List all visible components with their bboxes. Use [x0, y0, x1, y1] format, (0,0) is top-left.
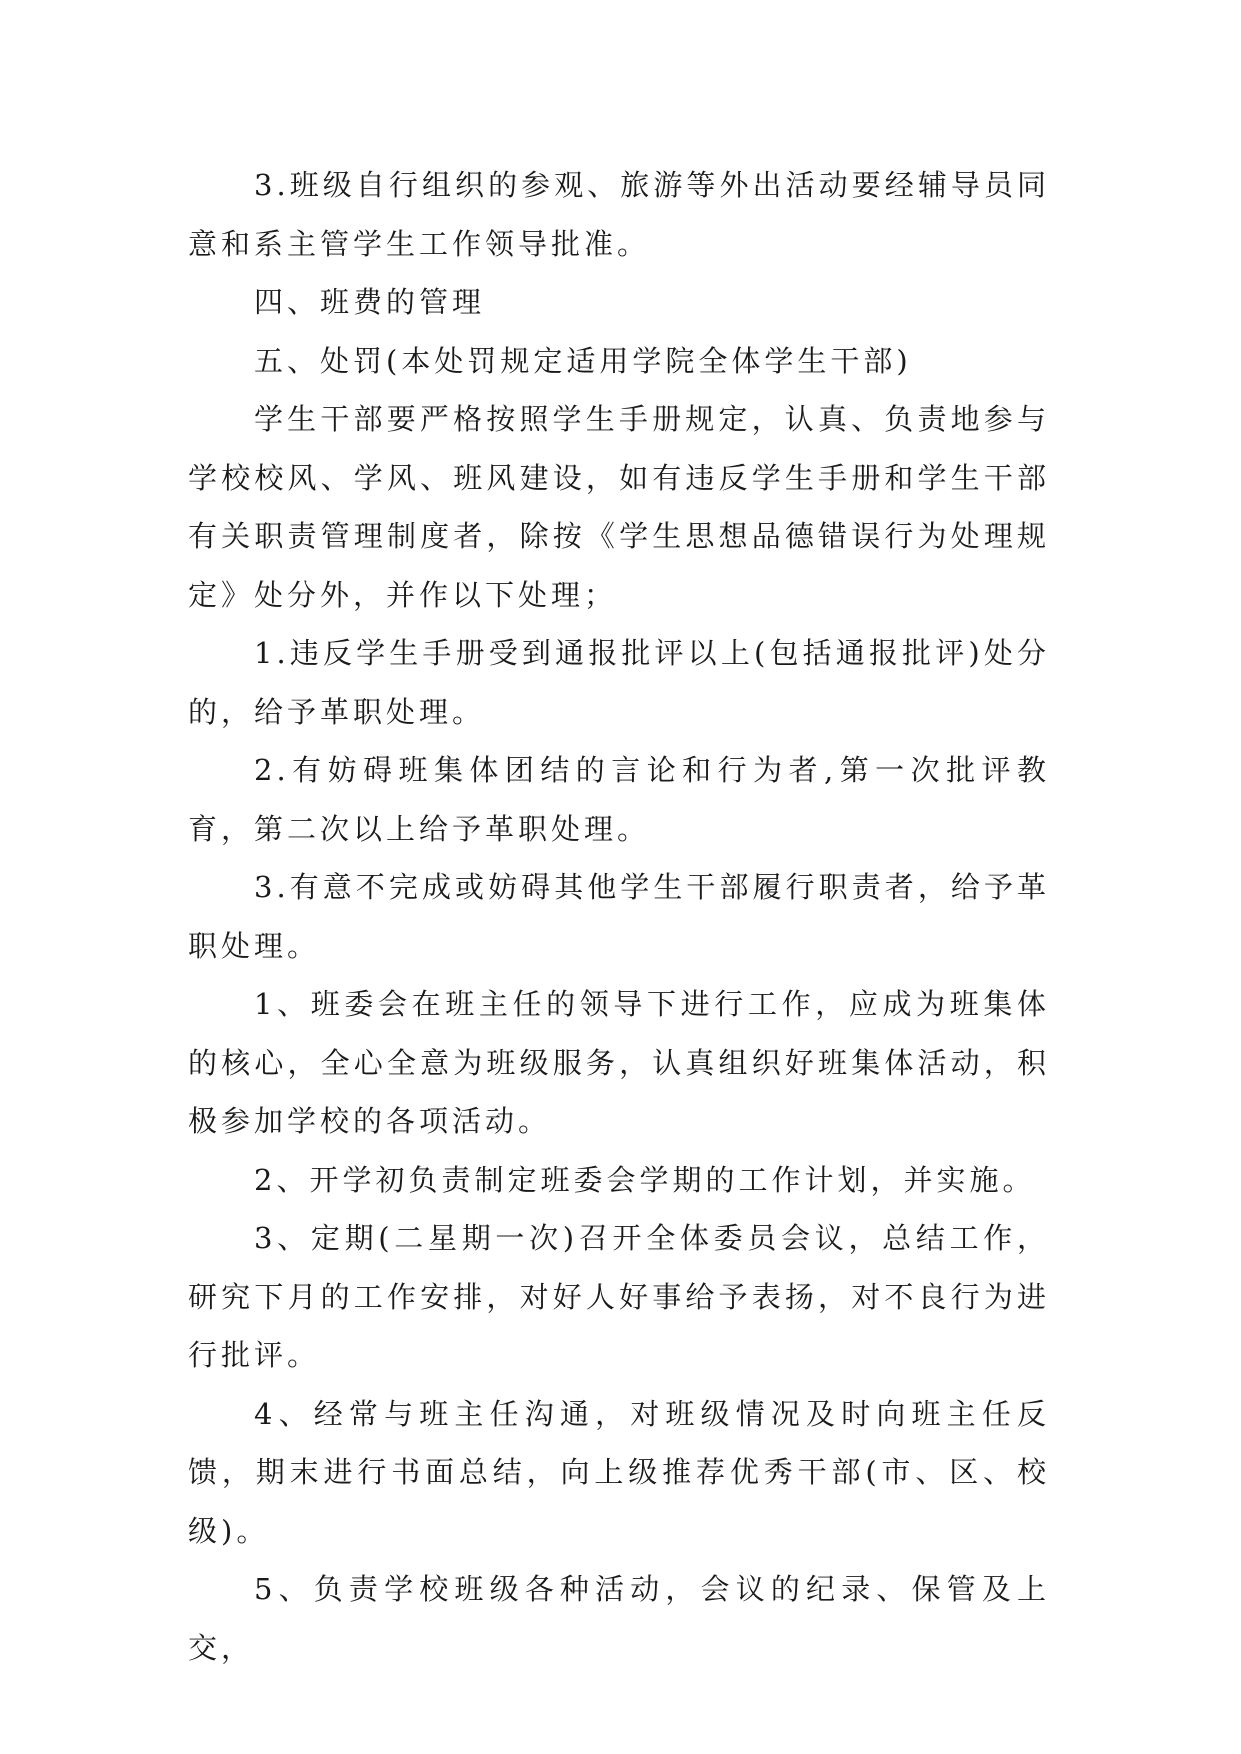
paragraph: 4、经常与班主任沟通，对班级情况及时向班主任反馈，期末进行书面总结，向上级推荐优秀干部(市、区、校级)。: [188, 1396, 1050, 1548]
paragraph: 2、开学初负责制定班委会学期的工作计划，并实施。: [254, 1162, 1036, 1197]
paragraph: 3.班级自行组织的参观、旅游等外出活动要经辅导员同意和系主管学生工作领导批准。: [188, 168, 1050, 261]
paragraph: 1.违反学生手册受到通报批评以上(包括通报批评)处分的，给予革职处理。: [188, 636, 1050, 729]
paragraph: 3.有意不完成或妨碍其他学生干部履行职责者，给予革职处理。: [188, 870, 1050, 963]
paragraph: 3、定期(二星期一次)召开全体委员会议，总结工作，研究下月的工作安排，对好人好事给予表扬，对不良行为进行批评。: [188, 1221, 1050, 1372]
paragraph: 5、负责学校班级各种活动，会议的纪录、保管及上交，: [188, 1572, 1050, 1665]
section-heading: 五、处罚(本处罚规定适用学院全体学生干部): [254, 343, 912, 378]
paragraph: 1、班委会在班主任的领导下进行工作，应成为班集体的核心，全心全意为班级服务，认真组织好班集体活动，积极参加学校的各项活动。: [188, 987, 1050, 1138]
paragraph: 2.有妨碍班集体团结的言论和行为者,第一次批评教育，第二次以上给予革职处理。: [188, 753, 1050, 846]
paragraph: 学生干部要严格按照学生手册规定，认真、负责地参与学校校风、学风、班风建设，如有违反学生手册和学生干部有关职责管理制度者，除按《学生思想品德错误行为处理规定》处分外，并作以下处理；: [188, 402, 1050, 612]
section-heading: 四、班费的管理: [254, 285, 486, 319]
document-body: [188, 156, 1050, 1677]
